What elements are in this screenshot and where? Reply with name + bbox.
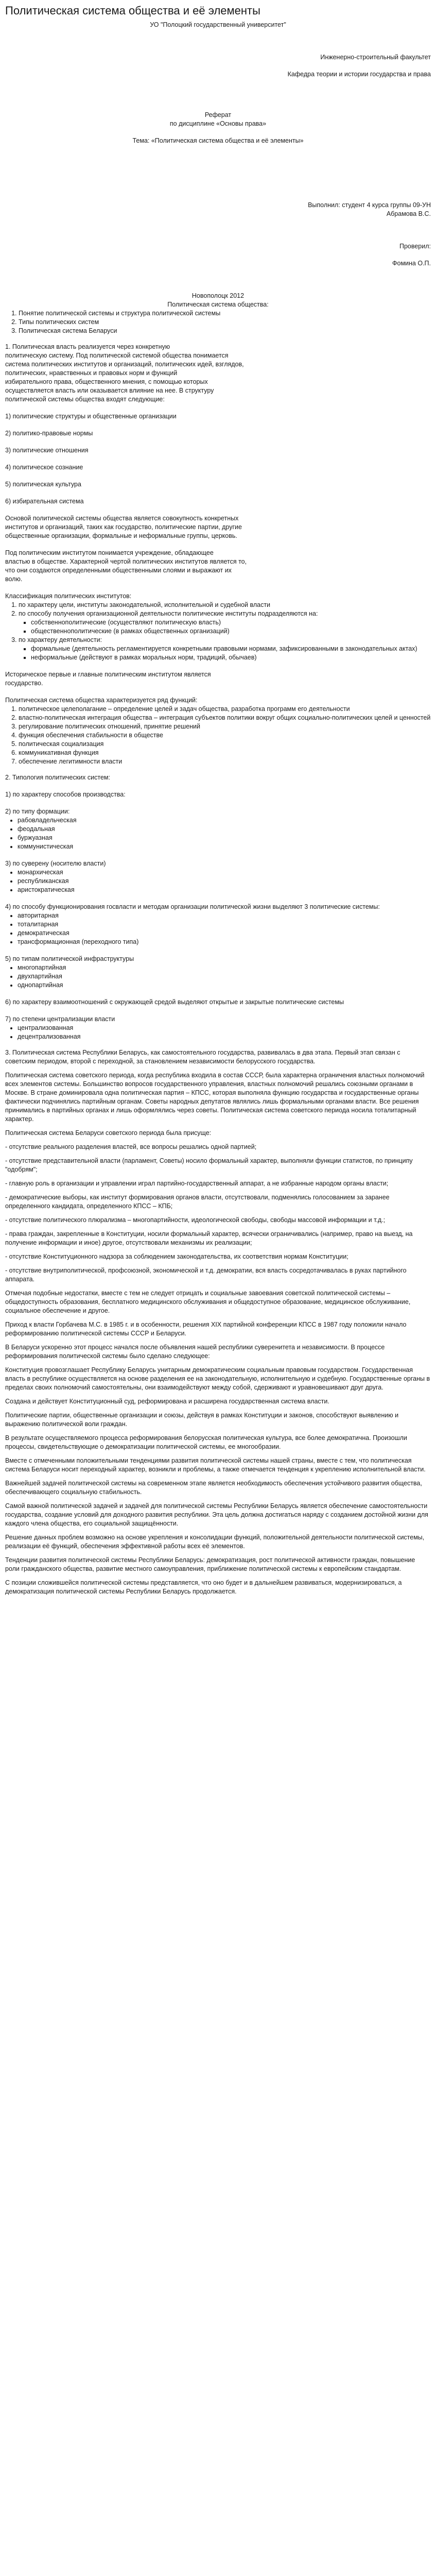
section1-intro-line: 1. Политическая власть реализуется через конкретную [5,343,170,350]
typology-item: • однопартийная [18,981,431,990]
classification-sublist [19,618,431,636]
author-name: Абрамова В.С. [386,210,431,217]
section3-paragraph: Политическая система Беларуси советского периода была присуще: [5,1129,212,1137]
section3-paragraph: Вместе с отмеченными положительными тенденциями развития политической системы нашей страны, вместе с тем, что политическая система Беларуси носит переходный характер, возникли и проблемы, а также отмечается тенденция к укреплению исполнительной власти. [5,1457,426,1473]
university-name: УО "Полоцкий государственный университет" [150,21,286,28]
function-item: 2. властно-политическая интеграция общества – интеграция субъектов политики вокруг общих социально-политических целей и ценностей [19,714,431,722]
section-1 [5,343,431,766]
typology-item: • децентрализованная [18,1032,431,1041]
para-line: институтов и организаций, таких как государство, политические партии, другие [5,523,242,531]
typology-list [5,868,431,894]
typology-heading: 5) по типам политической инфраструктуры [5,955,134,962]
para-line: Историческое первые и главные политическим институтом является [5,671,211,678]
section3-paragraph: Создана и действует Конституционный суд, реформирована и расширена государственная система власти. [5,1398,329,1405]
typology-heading: 4) по способу функционирования госвласти и методам организации политической жизни выделяют 3 политические системы: [5,903,380,910]
component-item: 5) политическая культура [5,481,81,488]
component-item: 4) политическое сознание [5,464,83,471]
classification-subitem: ▪ общественнополитические (в рамках общественных организаций) [31,627,431,636]
typology-item: • коммунистическая [18,842,431,851]
typology-item: • двухпартийная [18,972,431,981]
section3-paragraph: - демократические выборы, как институт формирования органов власти, отсутствовали, подменялись голосованием за заранее определенного кандидата, определенного КПСС – КПБ; [5,1194,390,1210]
section3-paragraph: Отмечая подобные недостатки, вместе с тем не следует отрицать и социальные завоевания советской политической системы – общедоступность образования, бесплатного медицинского обслуживания и общедоступное образование, медицинское обслуживание, социальное обеспечение и другое. [5,1290,411,1314]
toc-item: 2. Типы политических систем [19,318,431,327]
section1-intro-line: политических, нравственных и правовых норм и функций [5,369,178,377]
section-2 [5,773,431,1041]
typology-list [5,963,431,990]
classification-heading: Классификация политических институтов: [5,592,132,600]
para-line: государство. [5,680,43,687]
character-subitem: ▪ неформальные (действуют в рамках моральных норм, традиций, обычаев) [31,653,431,662]
section3-paragraph: - отсутствие политического плюрализма – многопартийности, идеологической свободы, свободы массовой информации и т.д.; [5,1216,386,1224]
section3-paragraph: Конституция провозглашает Республику Беларусь унитарным демократическим социальным правовым государством. Государственная власть в республике осуществляется на основе разделения ее на законодательную, исполнительную и судебную. Государственные органы в пределах своих полномочий самостоятельны, они взаимодействуют между собой, сдерживают и уравновешивают друг друга. [5,1366,430,1391]
component-item: 6) избирательная система [5,498,84,505]
section3-paragraph: Самой важной политической задачей и задачей для политической системы Республики Беларусь является обеспечение самостоятельности государства, создание условий для доходного развития республики. Эта цель должна достигаться наряду с созданием достойной жизни для каждого члена общества, его социальной защищённости. [5,1502,428,1527]
section1-intro-line: политической системы общества входят следующие: [5,396,165,403]
typology-item: • демократическая [18,929,431,938]
para-line: Основой политической системы общества является совокупность конкретных [5,515,239,522]
para-line: что они создаются определенными общественными слоями и выражают их [5,567,232,574]
component-item: 3) политические отношения [5,447,89,454]
page-title: Политическая система общества и её элементы [5,4,260,17]
functions-heading: Политическая система общества характеризуется ряд функций: [5,697,198,704]
typology-list [5,1024,431,1041]
typology-heading: 3) по суверену (носителю власти) [5,860,106,867]
section1-intro-line: система политических институтов и организаций, политических идей, взглядов, [5,361,244,368]
table-of-contents [5,309,431,335]
report-discipline: по дисциплине «Основы права» [169,120,267,127]
component-item: 1) политические структуры и общественные организации [5,413,177,420]
checker-label: Проверил: [399,243,431,250]
section3-paragraph: - отсутствие реального разделения властей, все вопросы решались одной партией; [5,1143,257,1150]
function-item: 7. обеспечение легитимности власти [19,757,431,766]
typology-item: • тоталитарная [18,920,431,929]
function-item: 3. регулирование политических отношений, принятие решений [19,722,431,731]
character-subitem: ▪ формальные (деятельность регламентируется конкретными правовыми нормами, зафиксированными в законодательных актах) [31,645,431,653]
section3-paragraph: - права граждан, закрепленные в Конституции, носили формальный характер, всячески ограничивались (например, право на выезд, на получение информации и иное) другое, отсутствовали механизмы их реализации; [5,1230,413,1246]
typology-heading: 6) по характеру взаимоотношений с окружающей средой выделяют открытые и закрытые политические системы [5,998,344,1006]
section3-paragraph: - отсутствие представительной власти (парламент, Советы) носило формальный характер, выполняли функции статистов, по принципу "одобрям"; [5,1157,413,1173]
section3-paragraph: В результате осуществляемого процесса реформирования белорусская политическая культура, все более демократична. Произошли процессы, свидетельствующие о демократизации политической системы, ее многообразии. [5,1434,407,1450]
typology-item: • феодальная [18,825,431,834]
typology-list [5,911,431,946]
section3-paragraph: Политические партии, общественные организации и союзы, действуя в рамках Конституции и законов, способствуют выявлению и выражению политической воли граждан. [5,1412,399,1428]
content-heading: Политическая система общества: [167,301,269,308]
typology-item: • авторитарная [18,911,431,920]
author-group: Выполнил: студент 4 курса группы 09-УН [308,201,431,209]
section3-paragraph: Политическая система советского периода, когда республика входила в состав СССР, была характерна ограничения властных полномочий всех элементов системы. Большинство вопросов государственного управления, властных полномочий решались союзными органами в Москве. В стране доминировала одна политическая партия – КПСС, которая выполняла функцию государства и государственные органы фактически подчинялись партийным органам. Советы народных депутатов являлись лишь формальными органами власти. Все решения принимались в партийных органах и лишь оформлялись через советы. Политическая система советского периода носила тоталитарный характер. [5,1072,425,1123]
classification-item [19,609,431,636]
function-item: 1. политическое целеполагание – определение целей и задач общества, разработка программ его деятельности [19,705,431,714]
classification-list [5,601,431,662]
classification-subitem: ▪ собственнополитические (осуществляют политическую власть) [31,618,431,627]
section1-intro-line: осуществляется власть или оказывается влияние на нее. В структуру [5,387,214,394]
toc-item: 3. Политическая система Беларуси [19,327,431,335]
section-3 [5,1048,431,1596]
character-sublist [19,645,431,662]
section1-intro-line: избирательного права, общественного мнения, с помощью которых [5,378,208,385]
typology-item: • трансформационная (переходного типа) [18,938,431,946]
typology-item: • рабовладельческая [18,816,431,825]
typology-item: • республиканская [18,877,431,886]
section3-paragraph: В Беларуси ускоренно этот процесс начался после объявления нашей республики суверенитета и независимости. В процессе реформирования политической системы было сделано следующее: [5,1344,385,1360]
section3-paragraph: - отсутствие Конституционного надзора за соблюдением законодательства, их соответствия нормам Конституции; [5,1253,348,1260]
typology-heading: 1) по характеру способов производства: [5,791,126,798]
typology-list [5,816,431,851]
typology-item: • многопартийная [18,963,431,972]
component-item: 2) политико-правовые нормы [5,430,93,437]
report-label: Реферат [204,111,232,118]
section2-heading: 2. Типология политических систем: [5,774,110,781]
typology-heading: 7) по степени централизации власти [5,1015,115,1023]
function-item: 6. коммуникативная функция [19,749,431,757]
para-line: волю. [5,575,23,583]
para-line: общественные организации, формальные и неформальные группы, церковь. [5,532,237,539]
typology-item: • аристократическая [18,886,431,894]
section3-paragraph: - отсутствие внутриполитической, профсоюзной, экономической и т.д. демократии, вся власть сосредотачивалась в руках партийного аппарата. [5,1267,407,1283]
section3-paragraph: 3. Политическая система Республики Беларусь, как самостоятельного государства, развивалась в два этапа. Первый этап связан с советским периодом, второй с переходной, за становлением независимости белорусского государства. [5,1049,400,1065]
classification-item-text: институты подразделяются на: [225,610,318,617]
typology-heading: 2) по типу формации: [5,808,70,815]
city-year: Новополоцк 2012 [191,292,245,299]
typology-item: • монархическая [18,868,431,877]
typology-item: • централизованная [18,1024,431,1032]
checker-name: Фомина О.П. [392,260,431,267]
section3-paragraph: Тенденции развития политической системы Республики Беларусь: демократизация, рост политической активности граждан, повышение роли гражданского общества, развитие местного самоуправления, приближение политической системы к европейским стандартам. [5,1556,415,1572]
section3-paragraph: Приход к власти Горбачева М.С. в 1985 г. и в особенности, решения XIX партийной конференции КПСС в 1987 году положили начало реформированию политической системы СССР и Беларуси. [5,1321,407,1337]
toc-item: 1. Понятие политической системы и структура политической системы [19,309,431,318]
functions-list [5,705,431,766]
faculty-name: Инженерно-строительный факультет [320,54,431,61]
classification-item: 1. по характеру цели, институты законодательной, исполнительной и судебной власти [19,601,431,609]
typology-item: • буржуазная [18,834,431,842]
para-line: властью в обществе. Характерной чертой политических институтов является то, [5,558,247,565]
department-name: Кафедра теории и истории государства и права [287,71,431,78]
section1-intro-line: политическую систему. Под политической системой общества понимается [5,352,229,359]
classification-item-text: по способу получения организационной деятельности политические [19,610,224,617]
classification-item-text: по характеру деятельности: [19,636,102,643]
section3-paragraph: - главную роль в организации и управлении играл партийно-государственный аппарат, а не избранные народом органы власти; [5,1180,389,1187]
section3-paragraph: Важнейшей задачей политической системы на современном этапе является необходимость обеспечения устойчивого развития общества, обеспечивающего социальную стабильность. [5,1480,422,1496]
para-line: Под политическим институтом понимается учреждение, обладающее [5,549,214,556]
section3-paragraph: С позиции сложившейся политической системы представляется, что оно будет и в дальнейшем развиваться, модернизироваться, а демократизация политической системы Республики Беларусь продолжается. [5,1579,402,1595]
classification-item [19,636,431,662]
function-item: 4. функция обеспечения стабильности в обществе [19,731,431,740]
report-topic: Тема: «Политическая система общества и её элементы» [132,137,304,144]
function-item: 5. политическая социализация [19,740,431,749]
section3-paragraph: Решение данных проблем возможно на основе укрепления и консолидации функций, положительной деятельности политической системы, реализации её функций, обеспечения эффективной работы всех её элементов. [5,1534,425,1550]
